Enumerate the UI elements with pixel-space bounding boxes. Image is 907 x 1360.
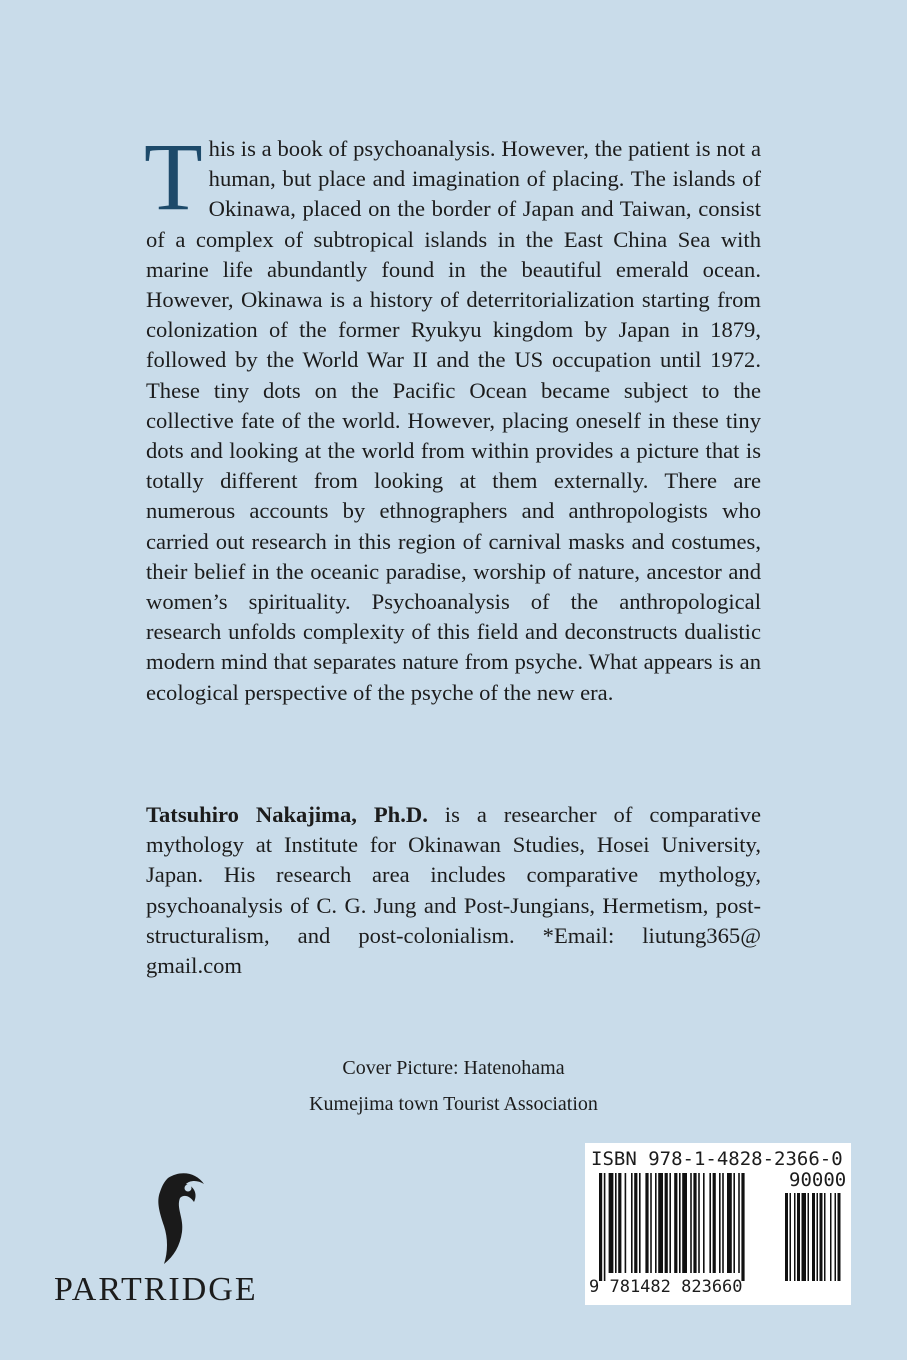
- isbn-label: ISBN 978-1-4828-2366-0: [591, 1148, 843, 1170]
- barcode-bar: [727, 1173, 732, 1273]
- barcode-bar: [634, 1173, 637, 1273]
- barcode-bar: [650, 1173, 652, 1273]
- isbn-barcode: [585, 1143, 851, 1305]
- barcode-bar: [674, 1173, 677, 1273]
- barcode-bar: [599, 1173, 602, 1281]
- author-bio-text: is a researcher of comparative mythology at Institute for Okinawan Studies, Hosei University, Japan. His research area includes comparative mythology, psychoanalysis of C. G. Jung and Post-Jungians, Hermetism, post-structuralism, and post-colonialism. *Email: liutung365@ gmail.com: [146, 802, 761, 979]
- addon-bar: [835, 1193, 837, 1281]
- addon-bar: [820, 1193, 823, 1281]
- barcode-bar: [703, 1173, 705, 1273]
- book-blurb: [144, 123, 761, 708]
- barcode-bar: [618, 1173, 621, 1273]
- addon-bar: [817, 1193, 819, 1281]
- addon-bar: [808, 1193, 810, 1281]
- barcode-bar: [658, 1173, 663, 1273]
- addon-bar: [838, 1193, 841, 1281]
- addon-bar: [785, 1193, 788, 1281]
- barcode-bar: [669, 1173, 671, 1273]
- addon-bar: [794, 1193, 796, 1281]
- cover-credit-line-2: Kumejima town Tourist Association: [309, 1093, 598, 1115]
- barcode-bar: [693, 1173, 696, 1273]
- blurb-text: his is a book of psychoanalysis. However, the patient is not a human, but place and imagination of placing. The islands of Okinawa, placed on the border of Japan and Taiwan, consist of a complex of subtropical islands in the East China Sea with marine life abundantly found in the beautiful emerald ocean. However, Okinawa is a history of deterritorialization starting from colonization of the former Ryukyu kingdom by Japan in 1879, followed by the World War II and the US occupation until 1972. These tiny dots on the Pacific Ocean became subject to the collective fate of the world. However, placing oneself in these tiny dots and looking at the world from within provides a picture that is totally different from looking at them externally. There are numerous accounts by ethnographers and anthropologists who carried out research in this region of carnival masks and costumes, their belief in the oceanic paradise, worship of nature, ancestor and women’s spirituality. Psychoanalysis of the anthropological research unfolds complexity of this field and deconstructs dualistic modern mind that separates nature from psyche. What appears is an ecological perspective of the psyche of the new era.: [146, 136, 761, 705]
- bird-silhouette-icon: [138, 1168, 218, 1268]
- addon-bar: [830, 1193, 832, 1281]
- barcode-bar: [639, 1173, 641, 1273]
- barcode-bar: [719, 1173, 721, 1273]
- addon-bar: [812, 1193, 815, 1281]
- barcode-bar: [665, 1173, 668, 1273]
- barcode-bar: [625, 1173, 627, 1273]
- barcode-bar: [698, 1173, 700, 1273]
- addon-bar: [802, 1193, 807, 1281]
- barcode-bar: [738, 1173, 740, 1273]
- barcode-bar: [631, 1173, 633, 1273]
- addon-bar: [790, 1193, 792, 1281]
- addon-bar: [824, 1193, 826, 1281]
- barcode-bar: [609, 1173, 614, 1273]
- barcode-bar: [722, 1173, 724, 1273]
- barcode-bar: [733, 1173, 735, 1273]
- drop-cap: T: [144, 123, 203, 230]
- publisher-name: PARTRIDGE: [54, 1271, 258, 1308]
- barcode-bar: [679, 1173, 681, 1273]
- author-name: Tatsuhiro Nakajima, Ph.D.: [146, 802, 428, 827]
- isbn-addon: 90000: [789, 1169, 847, 1191]
- barcode-bar: [713, 1173, 716, 1273]
- barcode-bar: [615, 1173, 617, 1273]
- barcode-bar: [645, 1173, 648, 1273]
- author-bio: [146, 800, 761, 981]
- barcode-bar: [690, 1173, 692, 1273]
- barcode-bar: [709, 1173, 711, 1273]
- barcode-bar: [604, 1173, 606, 1281]
- cover-credit-line-1: Cover Picture: Hatenohama: [342, 1057, 565, 1079]
- ean-digits: 9 781482 823660: [589, 1277, 743, 1297]
- barcode-bar: [741, 1173, 744, 1281]
- addon-bar: [797, 1193, 800, 1281]
- barcode-bar: [655, 1173, 657, 1273]
- barcode-bar: [682, 1173, 687, 1273]
